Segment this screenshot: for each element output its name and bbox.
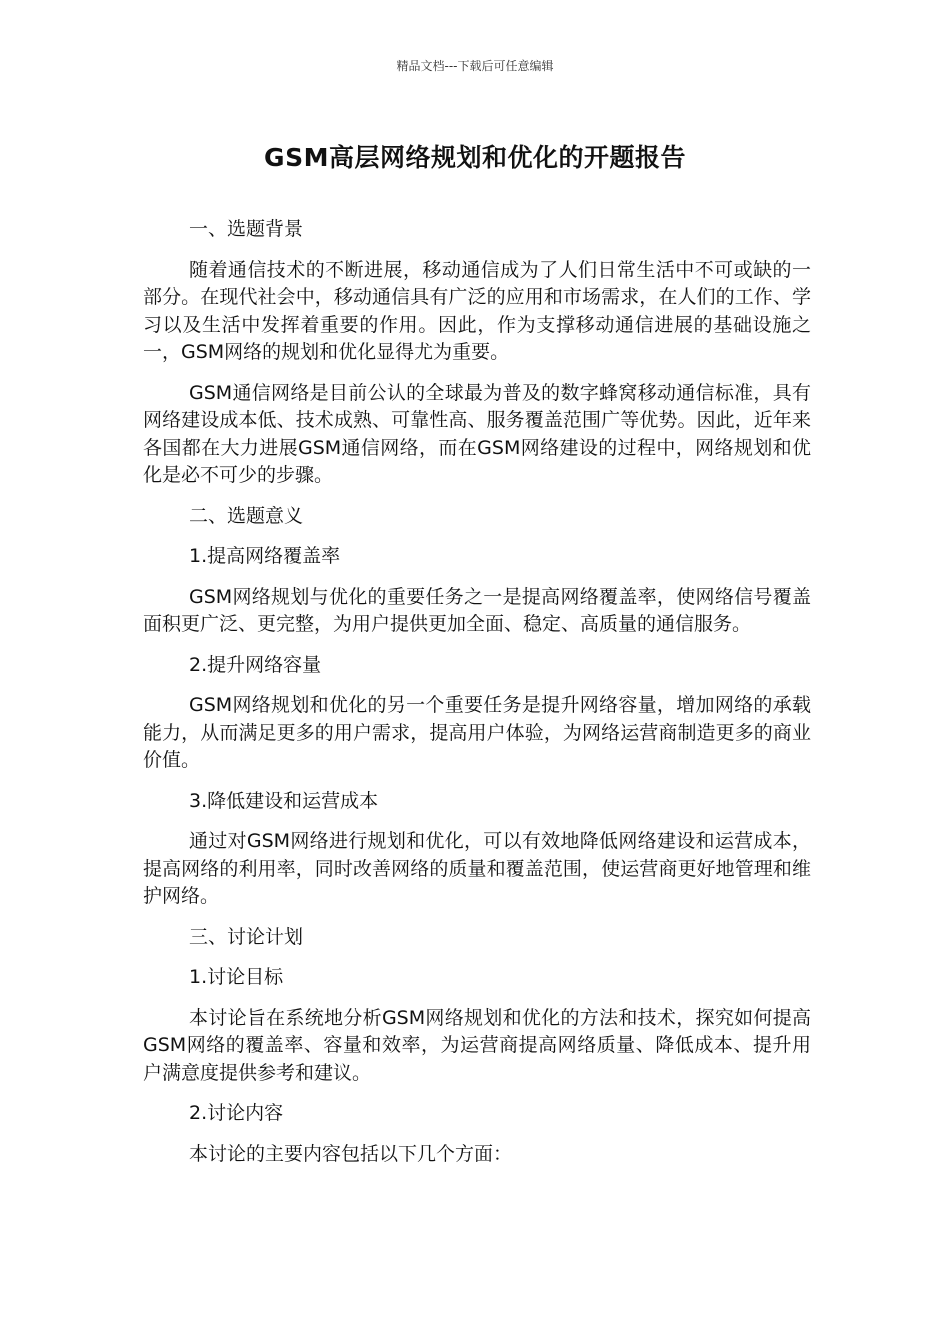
- subheading-goal: 1.讨论目标: [189, 966, 284, 988]
- document-title: GSM高层网络规划和优化的开题报告: [264, 143, 686, 172]
- paragraph-coverage: GSM网络规划与优化的重要任务之一是提高网络覆盖率，使网络信号覆盖面积更广泛、更完整，为用户提供更加全面、稳定、高质量的通信服务。: [143, 585, 811, 635]
- subheading-content: 2.讨论内容: [189, 1102, 284, 1124]
- section-heading-background: 一、选题背景: [189, 218, 304, 240]
- section-heading-plan: 三、讨论计划: [189, 925, 304, 948]
- paragraph-cost: 通过对GSM网络进行规划和优化，可以有效地降低网络建设和运营成本，提高网络的利用率，同时改善网络的质量和覆盖范围，使运营商更好地管理和维护网络。: [143, 830, 811, 907]
- section-heading-significance: 二、选题意义: [189, 504, 304, 527]
- page-header: 精品文档---下载后可任意编辑: [396, 59, 554, 73]
- paragraph-goal: 本讨论旨在系统地分析GSM网络规划和优化的方法和技术，探究如何提高GSM网络的覆盖率、容量和效率，为运营商提高网络质量、降低成本、提升用户满意度提供参考和建议。: [143, 1006, 811, 1084]
- subheading-capacity: 2.提升网络容量: [189, 653, 322, 676]
- subheading-cost: 3.降低建设和运营成本: [189, 789, 379, 812]
- document-body: [143, 216, 811, 1181]
- paragraph-content: 本讨论的主要内容包括以下几个方面：: [189, 1142, 513, 1165]
- paragraph-background-2: GSM通信网络是目前公认的全球最为普及的数字蜂窝移动通信标准，具有网络建设成本低、技术成熟、可靠性高、服务覆盖范围广等优势。因此，近年来各国都在大力进展GSM通信网络，而在GSM网络建设的过程中，网络规划和优化是必不可少的步骤。: [143, 381, 811, 486]
- subheading-coverage: 1.提高网络覆盖率: [189, 545, 341, 567]
- paragraph-capacity: GSM网络规划和优化的另一个重要任务是提升网络容量，增加网络的承载能力，从而满足更多的用户需求，提高用户体验，为网络运营商制造更多的商业价值。: [143, 694, 811, 771]
- paragraph-background-1: 随着通信技术的不断进展，移动通信成为了人们日常生活中不可或缺的一部分。在现代社会中，移动通信具有广泛的应用和市场需求，在人们的工作、学习以及生活中发挥着重要的作用。因此，作为支撑移动通信进展的基础设施之一，GSM网络的规划和优化显得尤为重要。: [143, 258, 811, 363]
